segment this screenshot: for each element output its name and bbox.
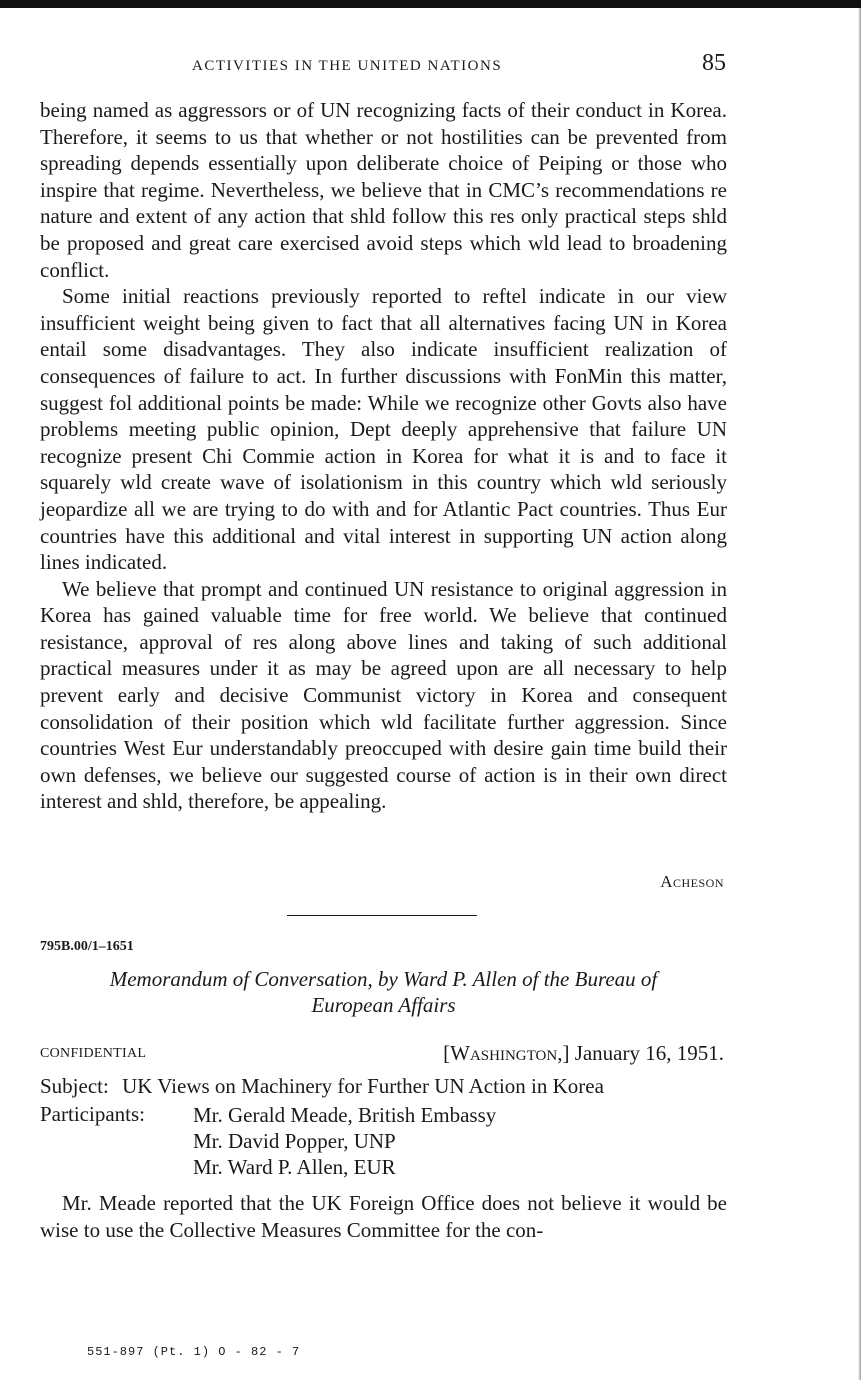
memorandum-title-line-2: European Affairs (311, 993, 456, 1017)
subject-line (40, 1073, 604, 1099)
participant-3: Mr. Ward P. Allen, EUR (193, 1155, 396, 1179)
page-number: 85 (702, 50, 726, 76)
place: [Washington,] (443, 1041, 570, 1065)
memorandum-opening (40, 1190, 727, 1243)
print-code: 551-897 (Pt. 1) O - 82 - 7 (87, 1345, 301, 1359)
section-divider (287, 915, 477, 916)
place-date (443, 1041, 724, 1066)
memorandum-title-line-1: Memorandum of Conversation, by Ward P. Allen of the Bureau of (109, 967, 658, 991)
participant-2: Mr. David Popper, UNP (193, 1129, 396, 1153)
telegram-paragraph-1: being named as aggressors or of UN recognizing facts of their conduct in Korea. Therefore, it seems to us that whether or not hostilities can be prevented from spreading depends essentially upon deliberate choice of Peiping or those who inspire that regime. Nevertheless, we believe that in CMC’s recommendations re nature and extent of any action that shld follow this res only practical steps shld be proposed and great care exercised avoid steps which wld lead to broadening conflict. (40, 98, 727, 282)
participants-label: Participants: (40, 1102, 145, 1126)
memorandum-title (40, 966, 727, 1018)
telegram-body (40, 97, 727, 815)
running-title: ACTIVITIES IN THE UNITED NATIONS (192, 58, 503, 74)
telegram-paragraph-2: Some initial reactions previously reported to reftel indicate in our view insufficient weight being given to fact that all alternatives facing UN in Korea entail some disadvantages. They also indicate insufficient realization of consequences of failure to act. In further discussions with FonMin this matter, suggest fol additional points be made: While we recognize other Govts also have problems meeting public opinion, Dept deeply apprehensive that failure UN recognize present Chi Commie action in Korea for what it is and to face it squarely wld create wave of isolationism in this country which wld seriously jeopardize all we are trying to do with and for Atlantic Pact countries. Thus Eur countries have this additional and vital interest in supporting UN action along lines indicated. (40, 284, 727, 575)
participant-1: Mr. Gerald Meade, British Embassy (193, 1103, 497, 1127)
date: January 16, 1951. (574, 1041, 724, 1065)
telegram-paragraph-3: We believe that prompt and continued UN resistance to original aggression in Korea has gained valuable time for free world. We believe that continued resistance, approval of res along above lines and taking of such additional practical measures under it as may be agreed upon are all necessary to help prevent early and decisive Communist victory in Korea and consequent consolidation of their position which wld facilitate further aggression. Since countries West Eur understandably preoccuped with desire gain time build their own defenses, we believe our suggested course of action is in their own direct interest and shld, therefore, be appealing. (40, 576, 727, 814)
page-top-border (0, 0, 861, 8)
subject-text: UK Views on Machinery for Further UN Action in Korea (122, 1074, 604, 1098)
classification-label: CONFIDENTIAL (40, 1046, 147, 1061)
file-number: 795B.00/1–1651 (40, 939, 134, 954)
subject-label: Subject: (40, 1074, 109, 1098)
running-head (40, 50, 730, 82)
memorandum-opening-paragraph: Mr. Meade reported that the UK Foreign Office does not believe it would be wise to use the Collective Measures Committee for the con- (40, 1191, 727, 1242)
signature-acheson: Acheson (660, 872, 724, 891)
participants-line (40, 1101, 145, 1127)
